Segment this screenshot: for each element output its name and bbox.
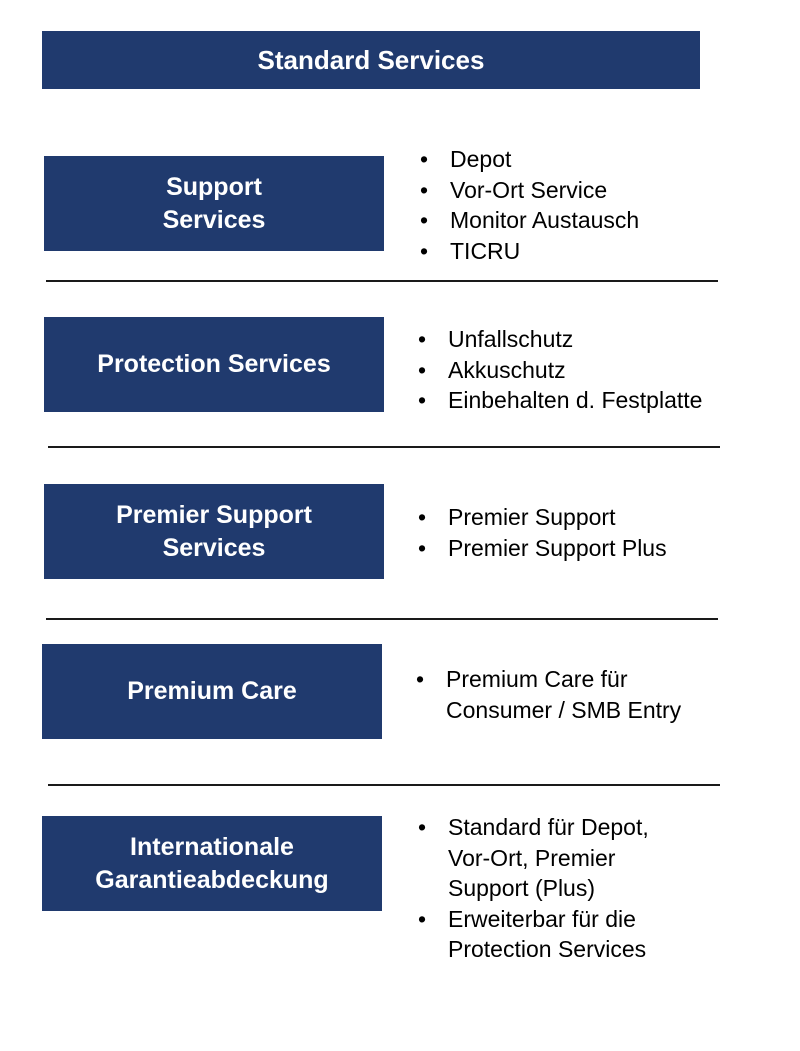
bullet-icon: • [420,146,429,172]
list-item [418,236,639,267]
list-item-text: Akkuschutz [448,356,566,383]
list-item [418,205,639,236]
list-item [418,144,639,175]
list-item [416,324,702,355]
section-list-premier-support-services [416,502,667,563]
section-divider [48,446,720,448]
section-divider [46,618,718,620]
bullet-icon: • [418,387,427,413]
bullet-icon: • [420,207,429,233]
section-box-support-services: Support Services [44,156,384,251]
list-item-text: TICRU [450,237,521,264]
section-list-protection-services [416,324,702,416]
list-item [416,904,649,965]
bullet-icon: • [418,814,427,840]
section-divider [46,280,718,282]
section-list-internationale-garantieabdeckung [416,812,649,965]
section-list-premium-care [414,664,681,725]
list-item-text: Standard für Depot, Vor-Ort, Premier Support (Plus) [448,814,649,901]
bullet-icon: • [416,666,425,692]
list-item-text: Unfallschutz [448,326,574,352]
list-item-text: Premier Support [448,504,616,530]
diagram-title: Standard Services [42,31,700,89]
section-list-support-services [418,144,639,266]
list-item [414,664,681,725]
bullet-icon: • [418,905,427,932]
list-item [418,175,639,206]
section-box-internationale-garantieabdeckung: Internationale Garantieabdeckung [42,816,382,911]
section-box-premier-support-services: Premier Support Services [44,484,384,579]
list-item-text: Monitor Austausch [450,207,640,233]
list-item-text: Premium Care für Consumer / SMB Entry [446,666,682,723]
bullet-icon: • [418,534,427,561]
list-item-text: Einbehalten d. Festplatte [448,387,703,413]
bullet-icon: • [420,176,429,203]
list-item-text: Erweiterbar für die Protection Services [448,905,647,962]
bullet-icon: • [420,237,429,264]
section-box-premium-care: Premium Care [42,644,382,739]
bullet-icon: • [418,356,427,383]
list-item [416,533,667,564]
list-item-text: Vor-Ort Service [450,176,608,203]
section-box-protection-services: Protection Services [44,317,384,412]
bullet-icon: • [418,326,427,352]
section-divider [48,784,720,786]
list-item-text: Premier Support Plus [448,534,667,561]
list-item-text: Depot [450,146,512,172]
list-item [416,385,702,416]
list-item [416,502,667,533]
list-item [416,812,649,904]
bullet-icon: • [418,504,427,530]
list-item [416,355,702,386]
